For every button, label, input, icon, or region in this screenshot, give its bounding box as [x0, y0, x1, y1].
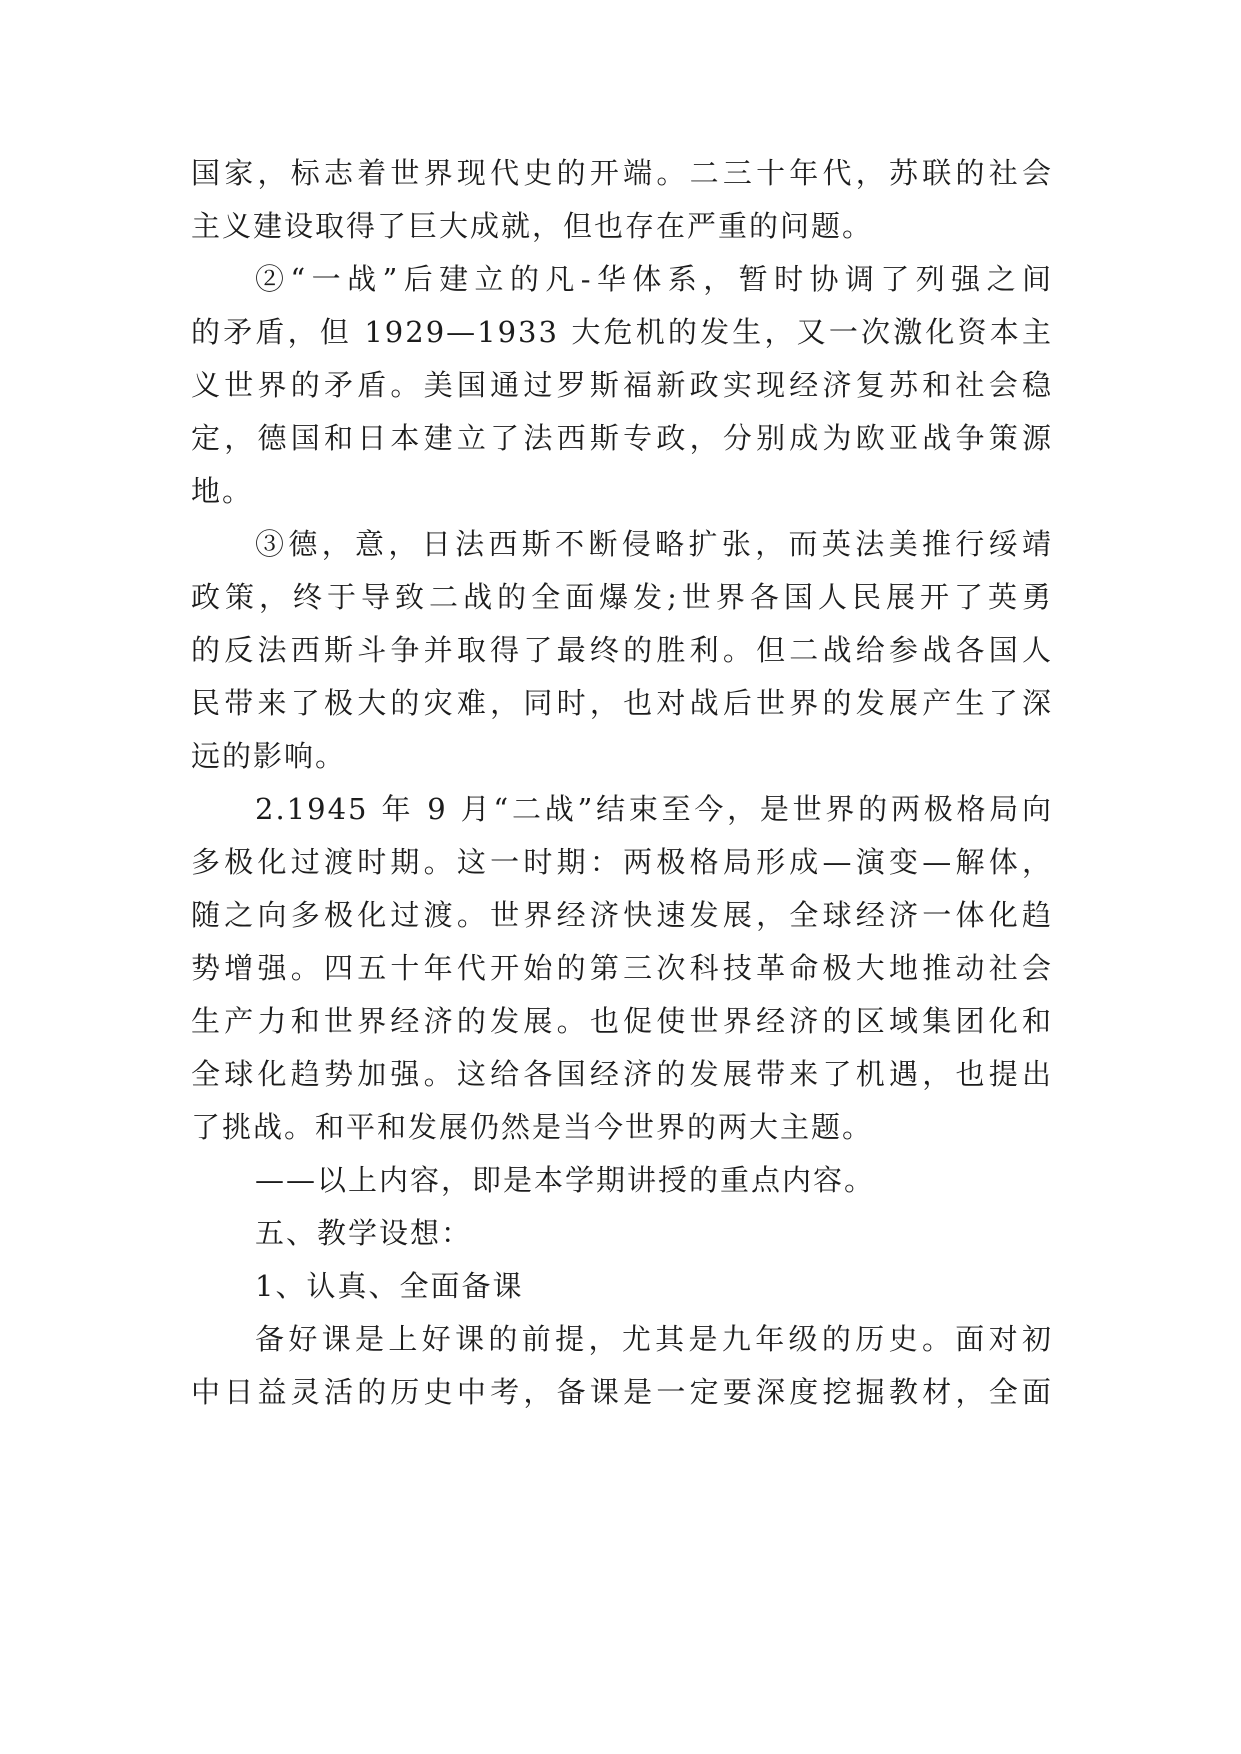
paragraph-3-line-5: 远的影响。 [191, 739, 347, 773]
paragraph-2-line-3: 义世界的矛盾。美国通过罗斯福新政实现经济复苏和社会稳 [191, 368, 1053, 402]
summary-line: ——以上内容，即是本学期讲授的重点内容。 [255, 1163, 876, 1197]
paragraph-4-line-1: 2.1945 年 9 月“二战”结束至今，是世界的两极格局向 [255, 792, 1053, 826]
paragraph-5-line-2: 中日益灵活的历史中考，备课是一定要深度挖掘教材，全面 [191, 1375, 1053, 1409]
paragraph-4-line-4: 势增强。四五十年代开始的第三次科技革命极大地推动社会 [191, 951, 1053, 985]
paragraph-4-line-3: 随之向多极化过渡。世界经济快速发展，全球经济一体化趋 [191, 898, 1053, 932]
subsection-heading: 1、认真、全面备课 [255, 1269, 524, 1303]
paragraph-1-line-2: 主义建设取得了巨大成就，但也存在严重的问题。 [191, 209, 874, 243]
paragraph-2-line-5: 地。 [191, 474, 254, 508]
paragraph-4-line-7: 了挑战。和平和发展仍然是当今世界的两大主题。 [191, 1110, 874, 1144]
paragraph-2-line-2: 的矛盾，但 1929—1933 大危机的发生，又一次激化资本主 [191, 315, 1053, 349]
paragraph-4-line-2: 多极化过渡时期。这一时期：两极格局形成—演变—解体， [191, 845, 1053, 879]
paragraph-2-line-4: 定，德国和日本建立了法西斯专政，分别成为欧亚战争策源 [191, 421, 1053, 455]
section-heading: 五、教学设想： [255, 1216, 473, 1250]
paragraph-2-line-1: ②“一战”后建立的凡-华体系，暂时协调了列强之间 [255, 262, 1053, 296]
paragraph-4-line-5: 生产力和世界经济的发展。也促使世界经济的区域集团化和 [191, 1004, 1053, 1038]
paragraph-3-line-1: ③德，意，日法西斯不断侵略扩张，而英法美推行绥靖 [255, 527, 1053, 561]
paragraph-3-line-2: 政策，终于导致二战的全面爆发;世界各国人民展开了英勇 [191, 580, 1053, 614]
paragraph-5-line-1: 备好课是上好课的前提，尤其是九年级的历史。面对初 [255, 1322, 1053, 1356]
paragraph-4-line-6: 全球化趋势加强。这给各国经济的发展带来了机遇，也提出 [191, 1057, 1053, 1091]
paragraph-1-line-1: 国家，标志着世界现代史的开端。二三十年代，苏联的社会 [191, 156, 1053, 190]
paragraph-3-line-3: 的反法西斯斗争并取得了最终的胜利。但二战给参战各国人 [191, 633, 1053, 667]
paragraph-3-line-4: 民带来了极大的灾难，同时，也对战后世界的发展产生了深 [191, 686, 1053, 720]
